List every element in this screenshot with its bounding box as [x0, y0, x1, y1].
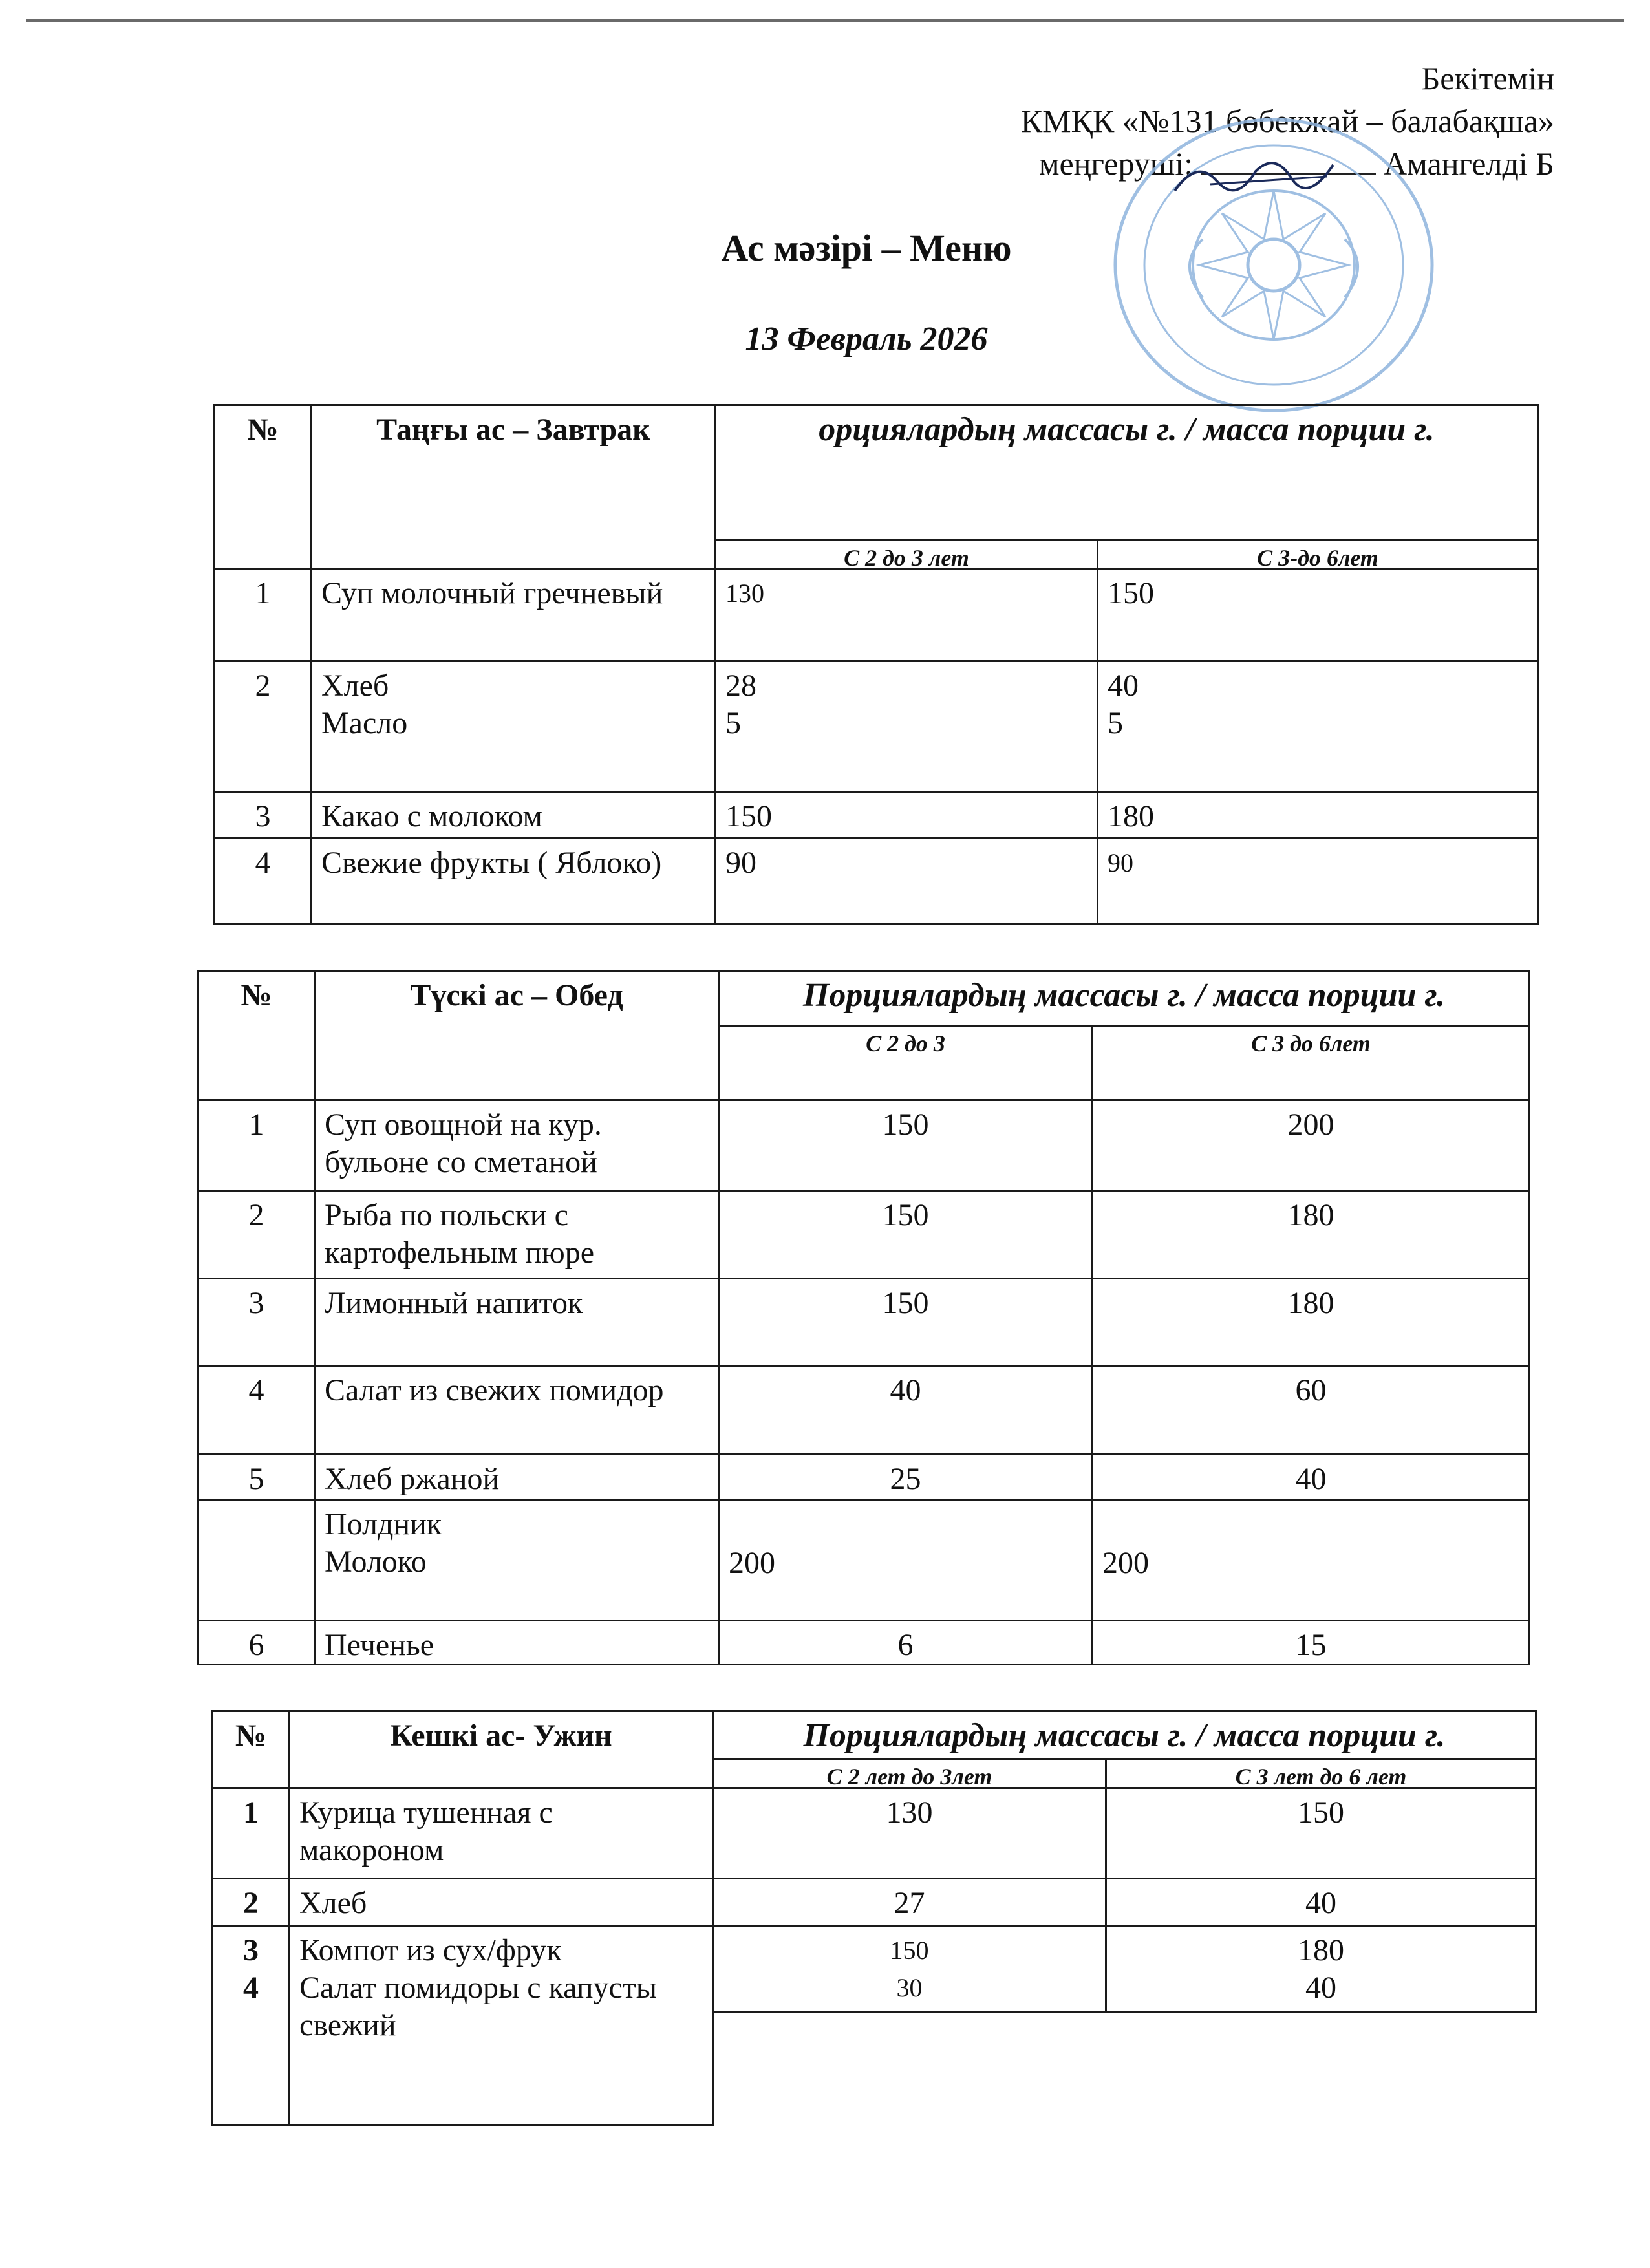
breakfast-row-value-2: 150	[1097, 568, 1539, 662]
dinner-age-2: С 3 лет до 6 лет	[1105, 1758, 1537, 1789]
lunch-row-value-2: 180	[1091, 1278, 1530, 1367]
dinner-row-value-2: 180 40	[1105, 1925, 1537, 2013]
lunch-header-name: Түскі ас – Обед	[314, 970, 720, 1101]
dinner-row-num: 1	[211, 1787, 290, 1879]
lunch-row-value-1: 150	[718, 1099, 1093, 1192]
lunch-row-value-1: 150	[718, 1278, 1093, 1367]
lunch-header-num: №	[197, 970, 316, 1101]
approval-label: Бекітемін	[1421, 60, 1554, 96]
lunch-header-mass: Порциялардың массасы г. / масса порции г.	[718, 970, 1530, 1027]
dinner-header-name: Кешкі ас- Ужин	[288, 1710, 714, 1789]
dinner-header-mass: Порциялардың массасы г. / масса порции г.	[712, 1710, 1537, 1760]
lunch-row-num: 3	[197, 1278, 316, 1367]
lunch-row-name: Лимонный напиток	[314, 1278, 720, 1367]
breakfast-row-value-2: 90	[1097, 837, 1539, 925]
lunch-age-1: С 2 до 3	[718, 1025, 1093, 1101]
lunch-row-value-1: 6	[718, 1620, 1093, 1665]
breakfast-row-value-1: 90	[714, 837, 1098, 925]
manager-name: Амангелді Б	[1384, 145, 1554, 182]
breakfast-row-name: Какао с молоком	[310, 791, 716, 839]
breakfast-row-name: Суп молочный гречневый	[310, 568, 716, 662]
manager-label: меңгеруші:	[1038, 145, 1194, 182]
dinner-row-value-1: 27	[712, 1878, 1107, 1927]
dinner-age-1: С 2 лет до 3лет	[712, 1758, 1107, 1789]
lunch-snack-num	[197, 1499, 316, 1621]
dinner-row-num: 2	[211, 1878, 290, 1927]
lunch-row-num: 4	[197, 1365, 316, 1455]
lunch-row-num: 2	[197, 1190, 316, 1279]
dinner-row-value-1: 130	[712, 1787, 1107, 1879]
dinner-header-num: №	[211, 1710, 290, 1789]
dinner-row-name: Компот из сух/фрук Салат помидоры с капусты свежий	[288, 1925, 714, 2126]
organization-name: КМҚК «№131 бөбекжай – балабақша»	[1020, 103, 1554, 139]
lunch-snack-value-1: 200	[718, 1499, 1093, 1621]
top-rule	[26, 19, 1624, 22]
lunch-row-name: Салат из свежих помидор	[314, 1365, 720, 1455]
breakfast-header-name: Таңғы ас – Завтрак	[310, 404, 716, 570]
lunch-row-value-2: 40	[1091, 1453, 1530, 1501]
breakfast-row-name: Хлеб Масло	[310, 660, 716, 793]
breakfast-row-num: 2	[213, 660, 312, 793]
dinner-row-name: Хлеб	[288, 1878, 714, 1927]
dinner-row-value-2: 40	[1105, 1878, 1537, 1927]
dinner-row-value-2: 150	[1105, 1787, 1537, 1879]
lunch-snack-value-2: 200	[1091, 1499, 1530, 1621]
lunch-row-value-1: 25	[718, 1453, 1093, 1501]
breakfast-row-num: 1	[213, 568, 312, 662]
page-title: Ас мәзірі – Меню	[721, 227, 1012, 269]
snack-title: Полдник	[325, 1507, 442, 1541]
breakfast-row-num: 4	[213, 837, 312, 925]
lunch-row-num: 6	[197, 1620, 316, 1665]
menu-date: 13 Февраль 2026	[745, 321, 988, 358]
breakfast-age-2: С 3-до 6лет	[1097, 539, 1539, 570]
lunch-row-name: Хлеб ржаной	[314, 1453, 720, 1501]
lunch-snack-name	[314, 1499, 720, 1621]
lunch-age-2: С 3 до 6лет	[1091, 1025, 1530, 1101]
signature	[1172, 145, 1346, 204]
dinner-row-name: Курица тушенная с макороном	[288, 1787, 714, 1879]
lunch-row-value-2: 15	[1091, 1620, 1530, 1665]
lunch-row-name: Печенье	[314, 1620, 720, 1665]
dinner-row-num: 3 4	[211, 1925, 290, 2126]
lunch-row-value-2: 60	[1091, 1365, 1530, 1455]
breakfast-row-value-1: 28 5	[714, 660, 1098, 793]
lunch-row-value-1: 40	[718, 1365, 1093, 1455]
lunch-row-name: Рыба по польски с картофельным пюре	[314, 1190, 720, 1279]
lunch-row-value-2: 180	[1091, 1190, 1530, 1279]
breakfast-row-value-2: 40 5	[1097, 660, 1539, 793]
lunch-row-value-2: 200	[1091, 1099, 1530, 1192]
breakfast-row-name: Свежие фрукты ( Яблоко)	[310, 837, 716, 925]
breakfast-age-1: С 2 до 3 лет	[714, 539, 1098, 570]
breakfast-row-num: 3	[213, 791, 312, 839]
breakfast-row-value-1: 130	[714, 568, 1098, 662]
lunch-row-num: 5	[197, 1453, 316, 1501]
dinner-row-value-1: 150 30	[712, 1925, 1107, 2013]
breakfast-row-value-2: 180	[1097, 791, 1539, 839]
breakfast-header-mass: орциялардың массасы г. / масса порции г.	[714, 404, 1539, 541]
lunch-row-value-1: 150	[718, 1190, 1093, 1279]
snack-item: Молоко	[325, 1545, 427, 1579]
breakfast-row-value-1: 150	[714, 791, 1098, 839]
breakfast-header-num: №	[213, 404, 312, 570]
lunch-row-num: 1	[197, 1099, 316, 1192]
lunch-row-name: Суп овощной на кур. бульоне со сметаной	[314, 1099, 720, 1192]
